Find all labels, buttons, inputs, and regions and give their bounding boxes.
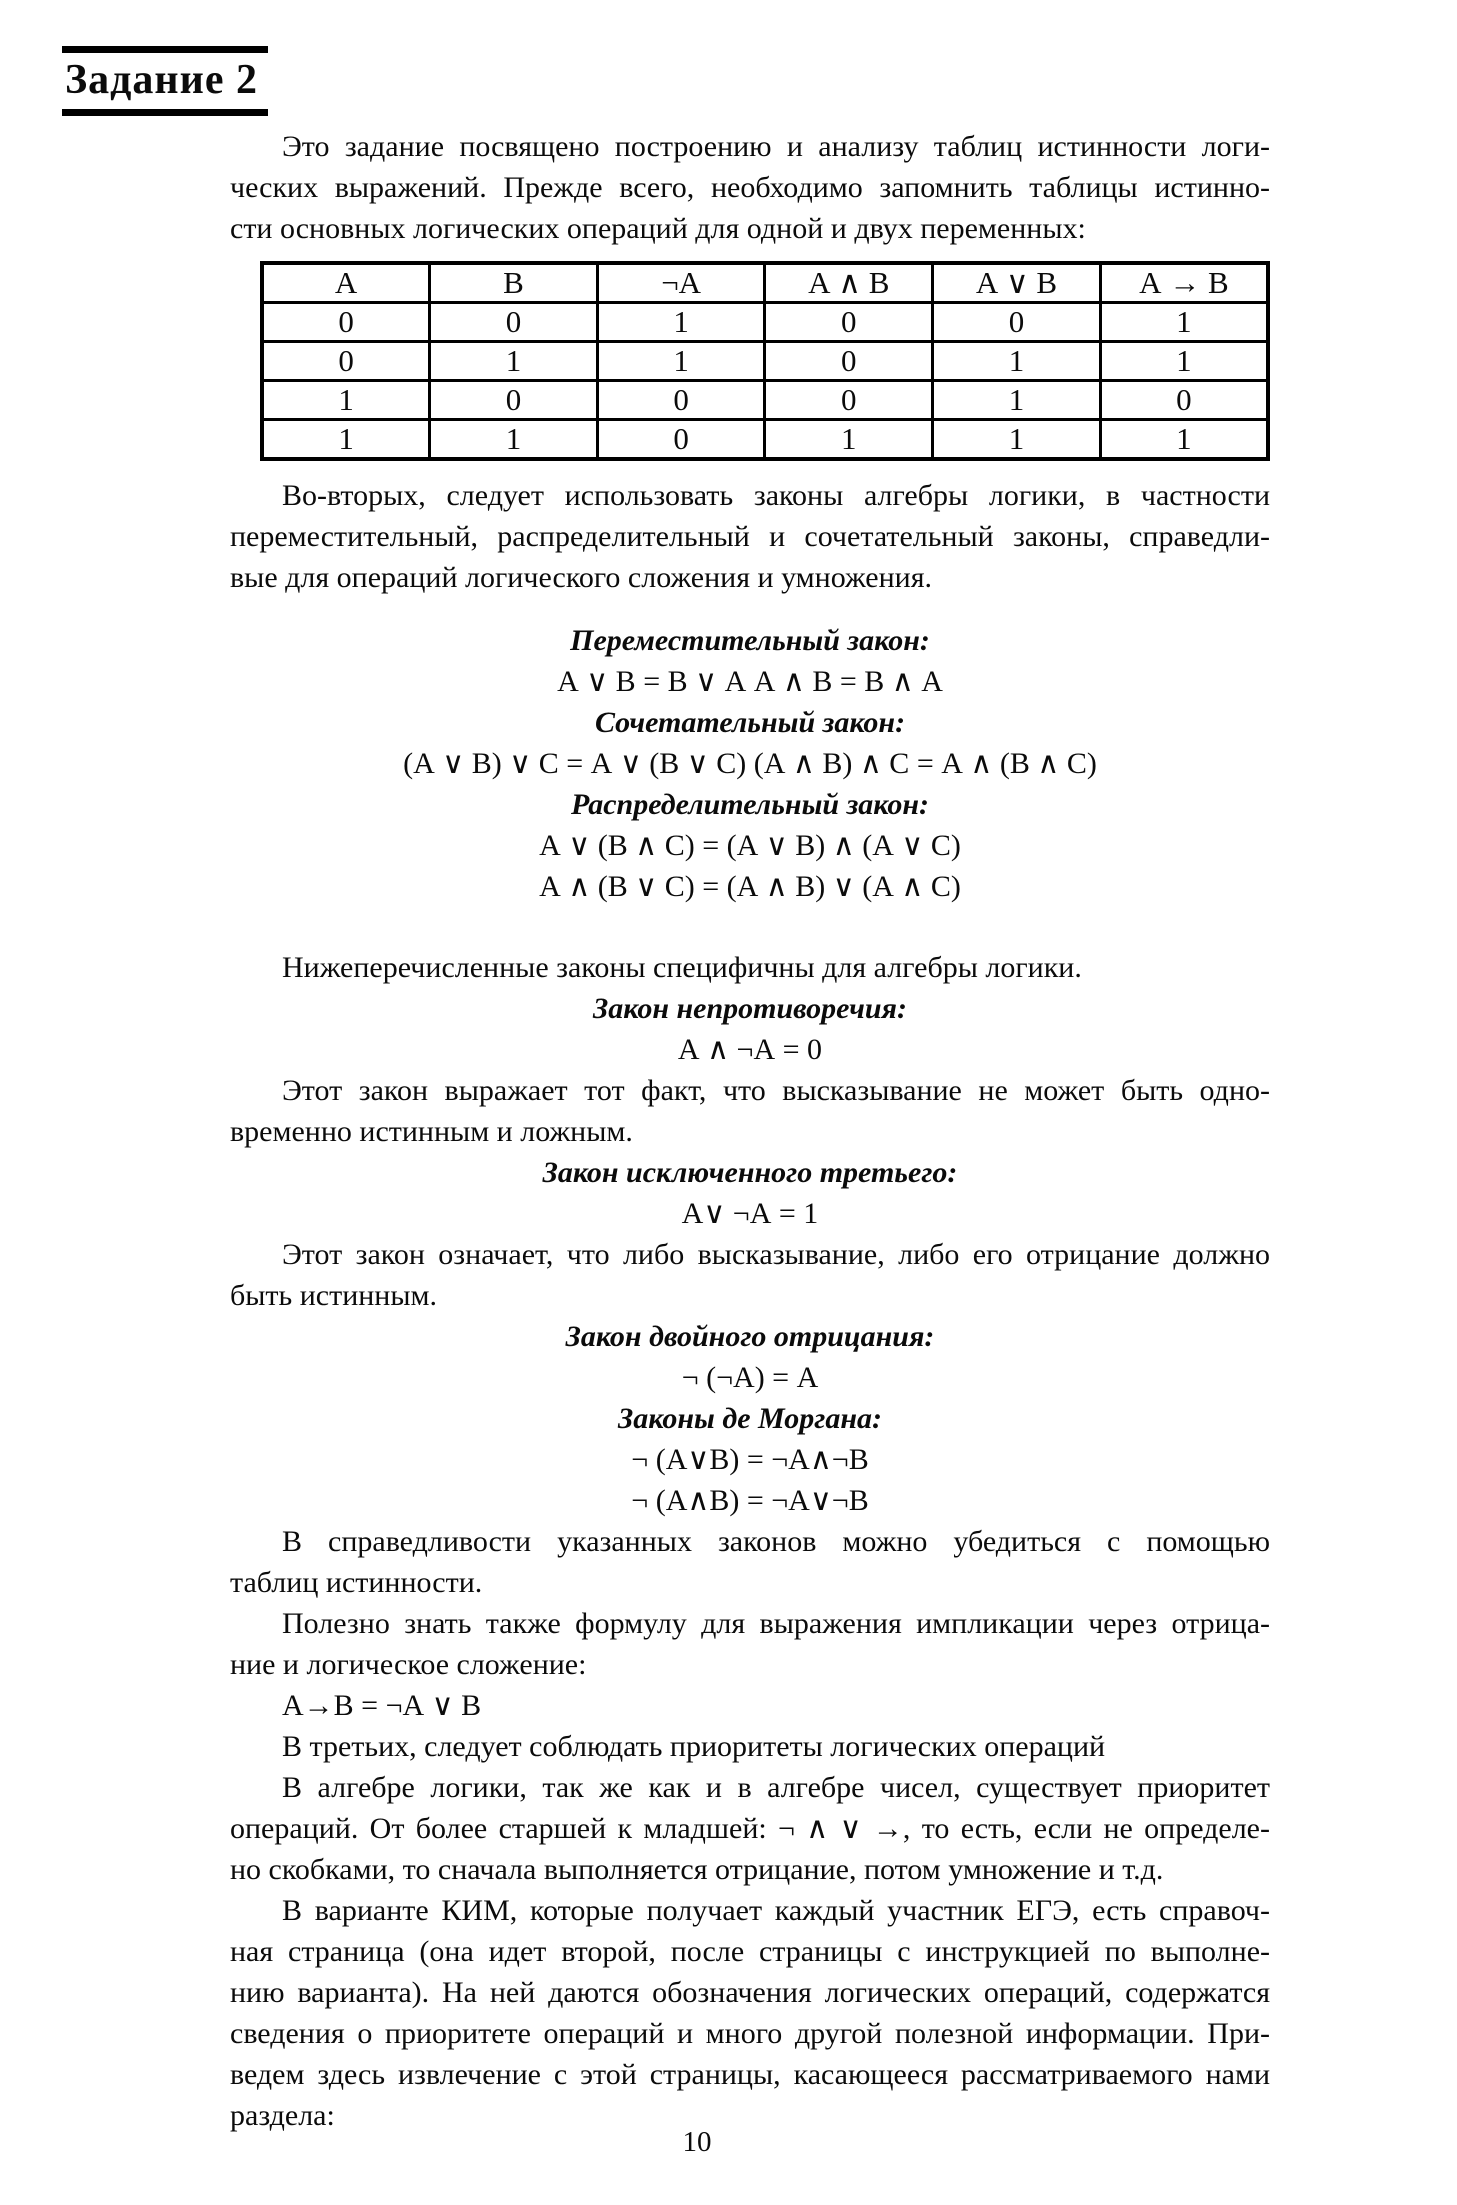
law-title-contradiction: Закон непротиворечия: xyxy=(593,992,907,1025)
truth-table-row xyxy=(262,381,1268,420)
text-line: В справедливости указанных законов можно убедиться с помощью xyxy=(282,1525,1270,1558)
text-line: операций. От более старшей к младшей: ¬ ∧ ∨ →, то есть, если не определе- xyxy=(230,1812,1270,1845)
formula-associative: (А ∨ В) ∨ С = А ∨ (В ∨ С) (А ∧ В) ∧ С = А ∧ (В ∧ С) xyxy=(403,747,1097,780)
truth-table-row xyxy=(262,342,1268,381)
text-line: В третьих, следует соблюдать приоритеты логических операций xyxy=(282,1730,1106,1763)
implication-paragraph xyxy=(230,1603,1270,1726)
text-line: Этот закон означает, что либо высказывание, либо его отрицание должно xyxy=(282,1238,1270,1271)
text-line: Полезно знать также формулу для выражения импликации через отрица- xyxy=(282,1607,1270,1640)
priorities-paragraph xyxy=(230,1726,1270,1890)
text-line: Этот закон выражает тот факт, что высказывание не может быть одно- xyxy=(282,1074,1270,1107)
basic-laws-block xyxy=(230,620,1270,907)
formula-distributive-2: А ∧ (В ∨ С) = (А ∧ В) ∨ (А ∧ С) xyxy=(539,870,961,903)
formula-contradiction: А ∧ ¬А = 0 xyxy=(677,1033,823,1066)
truth-table-cell: 1 xyxy=(933,381,1101,420)
truth-table-header-cell: ¬А xyxy=(597,263,765,303)
law-title-double-negation: Закон двойного отрицания: xyxy=(565,1320,935,1353)
truth-table-cell: 1 xyxy=(933,420,1101,460)
formula-de-morgan-2: ¬ (А∧В) = ¬А∨¬В xyxy=(631,1484,869,1517)
truth-table xyxy=(260,261,1270,461)
second-paragraph xyxy=(230,475,1270,598)
truth-table-cell: 0 xyxy=(765,342,933,381)
text-line: переместительный, распределительный и сочетательный законы, справедли- xyxy=(230,520,1270,553)
text-line: В алгебре логики, так же как и в алгебре чисел, существует приоритет xyxy=(282,1771,1270,1804)
kim-paragraph xyxy=(230,1890,1270,2136)
truth-table-cell: 1 xyxy=(430,342,598,381)
truth-table-cell: 0 xyxy=(262,303,430,342)
truth-table-cell: 1 xyxy=(933,342,1101,381)
truth-table-header-cell: В xyxy=(430,263,598,303)
truth-table-cell: 1 xyxy=(262,420,430,460)
formula-distributive-1: А ∨ (В ∧ С) = (А ∨ В) ∧ (А ∨ С) xyxy=(539,829,961,862)
text-line: В варианте КИМ, которые получает каждый участник ЕГЭ, есть справоч- xyxy=(282,1894,1270,1927)
truth-table-cell: 1 xyxy=(1100,342,1268,381)
text-line: Нижеперечисленные законы специфичны для алгебры логики. xyxy=(282,951,1082,984)
text-line: раздела: xyxy=(230,2099,335,2132)
truth-table-cell: 1 xyxy=(597,303,765,342)
truth-table-header-cell: А xyxy=(262,263,430,303)
formula-double-negation: ¬ (¬А) = А xyxy=(681,1361,819,1394)
truth-table-cell: 1 xyxy=(1100,303,1268,342)
text-line: ние и логическое сложение: xyxy=(230,1648,587,1681)
truth-table-cell: 0 xyxy=(430,381,598,420)
task-header-label: Задание 2 xyxy=(65,57,258,103)
truth-table-header-cell: А ∧ В xyxy=(765,263,933,303)
truth-table-cell: 0 xyxy=(765,303,933,342)
text-line: ведем здесь извлечение с этой страницы, касающееся рассматриваемого нами xyxy=(230,2058,1270,2091)
text-line: вые для операций логического сложения и умножения. xyxy=(230,561,933,594)
law-title-commutative: Переместительный закон: xyxy=(570,624,930,657)
law-title-distributive: Распределительный закон: xyxy=(571,788,929,821)
specific-laws-block xyxy=(230,947,1270,1603)
text-line: сведения о приоритете операций и много другой полезной информации. При- xyxy=(230,2017,1270,2050)
text-line: Во-вторых, следует использовать законы алгебры логики, в частности xyxy=(282,479,1270,512)
truth-table-cell: 1 xyxy=(597,342,765,381)
truth-table-cell: 1 xyxy=(1100,420,1268,460)
text-line: сти основных логических операций для одной и двух переменных: xyxy=(230,212,1086,245)
truth-table-cell: 0 xyxy=(597,381,765,420)
text-line: ческих выражений. Прежде всего, необходимо запомнить таблицы истинно- xyxy=(230,171,1270,204)
truth-table-row xyxy=(262,303,1268,342)
page-number: 10 xyxy=(682,2126,712,2158)
law-title-associative: Сочетательный закон: xyxy=(594,706,906,739)
text-line: Это задание посвящено построению и анализу таблиц истинности логи- xyxy=(282,130,1270,163)
truth-table-header-row xyxy=(262,263,1268,303)
truth-table-cell: 1 xyxy=(765,420,933,460)
content xyxy=(230,126,1270,2136)
truth-table-header-cell: А → В xyxy=(1100,263,1268,303)
intro-paragraph xyxy=(230,126,1270,249)
formula-de-morgan-1: ¬ (А∨В) = ¬А∧¬В xyxy=(631,1443,869,1476)
text-line: таблиц истинности. xyxy=(230,1566,483,1599)
formula-commutative: А ∨ В = В ∨ А А ∧ В = В ∧ А xyxy=(557,665,943,698)
text-line: нию варианта). На ней даются обозначения логических операций, содержатся xyxy=(230,1976,1270,2009)
truth-table-row xyxy=(262,420,1268,460)
formula-excluded-middle: А∨ ¬А = 1 xyxy=(681,1197,819,1230)
law-title-excluded-middle: Закон исключенного третьего: xyxy=(542,1156,958,1189)
truth-table-cell: 0 xyxy=(430,303,598,342)
truth-table-cell: 0 xyxy=(597,420,765,460)
text-line: ная страница (она идет второй, после страницы с инструкцией по выполне- xyxy=(230,1935,1270,1968)
truth-table-cell: 0 xyxy=(765,381,933,420)
text-line: но скобками, то сначала выполняется отрицание, потом умножение и т.д. xyxy=(230,1853,1164,1886)
text-line: быть истинным. xyxy=(230,1279,437,1312)
law-title-de-morgan: Законы де Моргана: xyxy=(618,1402,882,1435)
task-header-box xyxy=(62,46,268,116)
truth-table-header-cell: А ∨ В xyxy=(933,263,1101,303)
truth-table-cell: 0 xyxy=(262,342,430,381)
truth-table-cell: 1 xyxy=(262,381,430,420)
truth-table-cell: 1 xyxy=(430,420,598,460)
text-line: временно истинным и ложным. xyxy=(230,1115,633,1148)
truth-table-cell: 0 xyxy=(933,303,1101,342)
formula-implication: А→В = ¬А ∨ В xyxy=(282,1689,482,1722)
truth-table-cell: 0 xyxy=(1100,381,1268,420)
